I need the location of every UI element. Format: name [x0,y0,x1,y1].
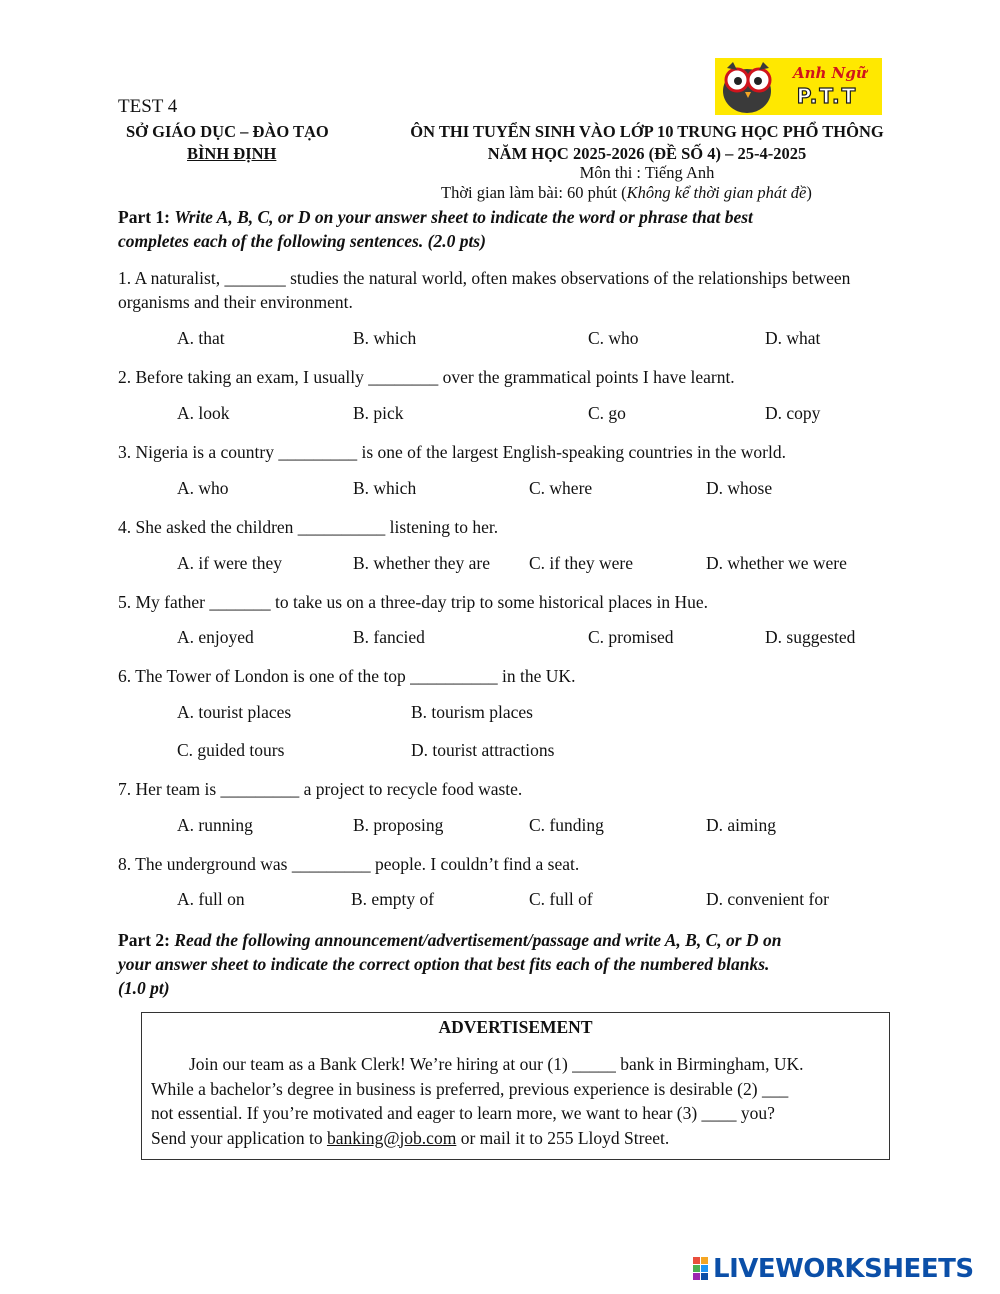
question-1: 1. A naturalist, _______ studies the natural world, often makes observations of the relationships between organisms and their environment. [118,268,851,312]
advertisement-body [151,1052,886,1150]
option-7b[interactable]: B. proposing [353,815,444,835]
question-3: 3. Nigeria is a country _________ is one of the largest English-speaking countries in the world. [118,442,786,462]
exam-subject: Môn thi : Tiếng Anh [579,163,715,182]
exam-title: ÔN THI TUYỂN SINH VÀO LỚP 10 TRUNG HỌC PHỔ THÔNG [410,122,884,141]
option-3c[interactable]: C. where [529,478,593,498]
option-5a[interactable]: A. enjoyed [177,627,254,647]
logo-brand-line1: Anh Ngữ [793,64,867,82]
department-line2: BÌNH ĐỊNH [187,144,277,163]
question-6: 6. The Tower of London is one of the top __________ in the UK. [118,666,576,686]
part1-instruction-line1: Write A, B, C, or D on your answer sheet to indicate the word or phrase that best [174,207,753,227]
advertisement-line4-prefix: Send your application to [151,1127,327,1148]
part1-instruction-line2: completes each of the following sentences. (2.0 pts) [118,231,486,251]
liveworksheets-logo-icon [693,1257,710,1281]
part1-label: Part 1: [118,207,170,227]
department-line1: SỞ GIÁO DỤC – ĐÀO TẠO [126,122,329,141]
option-3a[interactable]: A. who [177,478,229,498]
option-1c[interactable]: C. who [588,328,639,348]
option-7d[interactable]: D. aiming [706,815,776,835]
option-1d[interactable]: D. what [765,328,821,348]
option-8a[interactable]: A. full on [177,889,245,909]
advertisement-line1: Join our team as a Bank Clerk! We’re hiring at our (1) _____ bank in Birmingham, UK. [189,1054,804,1074]
test-label: TEST 4 [118,96,178,117]
part2-instruction-line3: (1.0 pt) [118,978,170,998]
option-1a[interactable]: A. that [177,328,225,348]
option-4a[interactable]: A. if were they [177,553,282,573]
liveworksheets-watermark [693,1254,993,1284]
logo-brand-line2: P.T.T [796,84,858,108]
exam-year: NĂM HỌC 2025-2026 (ĐỀ SỐ 4) – 25-4-2025 [487,144,807,163]
option-6a[interactable]: A. tourist places [177,702,292,722]
advertisement-email-link[interactable]: banking@job.com [326,1127,457,1148]
question-5: 5. My father _______ to take us on a three-day trip to some historical places in Hue. [118,592,708,612]
option-6d[interactable]: D. tourist attractions [411,740,555,760]
advertisement-line3: not essential. If you’re motivated and eager to learn more, we want to hear (3) ____ you? [151,1103,775,1123]
question-7: 7. Her team is _________ a project to recycle food waste. [118,779,523,799]
advertisement-line4 [151,1126,886,1151]
option-2d[interactable]: D. copy [765,403,821,423]
exam-time-suffix: ) [806,183,812,202]
question-2: 2. Before taking an exam, I usually ________ over the grammatical points I have learnt. [118,367,735,387]
question-4: 4. She asked the children __________ listening to her. [118,517,499,537]
option-7c[interactable]: C. funding [529,815,604,835]
option-4b[interactable]: B. whether they are [353,553,491,573]
option-6c[interactable]: C. guided tours [177,740,285,760]
option-6b[interactable]: B. tourism places [411,702,533,722]
advertisement-box [141,1012,890,1160]
exam-time-prefix: Thời gian làm bài: 60 phút ( [441,183,627,202]
option-1b[interactable]: B. which [353,328,417,348]
part1-instruction [118,205,753,253]
part2-label: Part 2: [118,930,170,950]
exam-time-note: Không kể thời gian phát đề [626,183,807,202]
option-5c[interactable]: C. promised [588,627,674,647]
option-2c[interactable]: C. go [588,403,626,423]
advertisement-line4-suffix: or mail it to 255 Lloyd Street. [456,1127,670,1148]
option-3d[interactable]: D. whose [706,478,773,498]
liveworksheets-brand: LIVEWORKSHEETS [713,1254,974,1284]
option-5d[interactable]: D. suggested [765,627,856,647]
option-8c[interactable]: C. full of [529,889,593,909]
question-8: 8. The underground was _________ people. I couldn’t find a seat. [118,854,580,874]
option-5b[interactable]: B. fancied [353,627,425,647]
option-4c[interactable]: C. if they were [529,553,633,573]
logo [715,58,882,115]
advertisement-line2: While a bachelor’s degree in business is preferred, previous experience is desirable (2) ___ [151,1078,789,1099]
exam-time [441,183,812,203]
option-2b[interactable]: B. pick [353,403,404,423]
part2-instruction-line2: your answer sheet to indicate the correct option that best fits each of the numbered blanks. [118,954,770,974]
option-4d[interactable]: D. whether we were [706,553,847,573]
part2-instruction [118,928,781,1000]
option-8d[interactable]: D. convenient for [706,889,829,909]
option-3b[interactable]: B. which [353,478,417,498]
option-8b[interactable]: B. empty of [351,889,435,909]
advertisement-title: ADVERTISEMENT [438,1017,593,1037]
part2-instruction-line1: Read the following announcement/advertisement/passage and write A, B, C, or D on [174,930,782,950]
option-2a[interactable]: A. look [177,403,230,423]
option-7a[interactable]: A. running [177,815,253,835]
